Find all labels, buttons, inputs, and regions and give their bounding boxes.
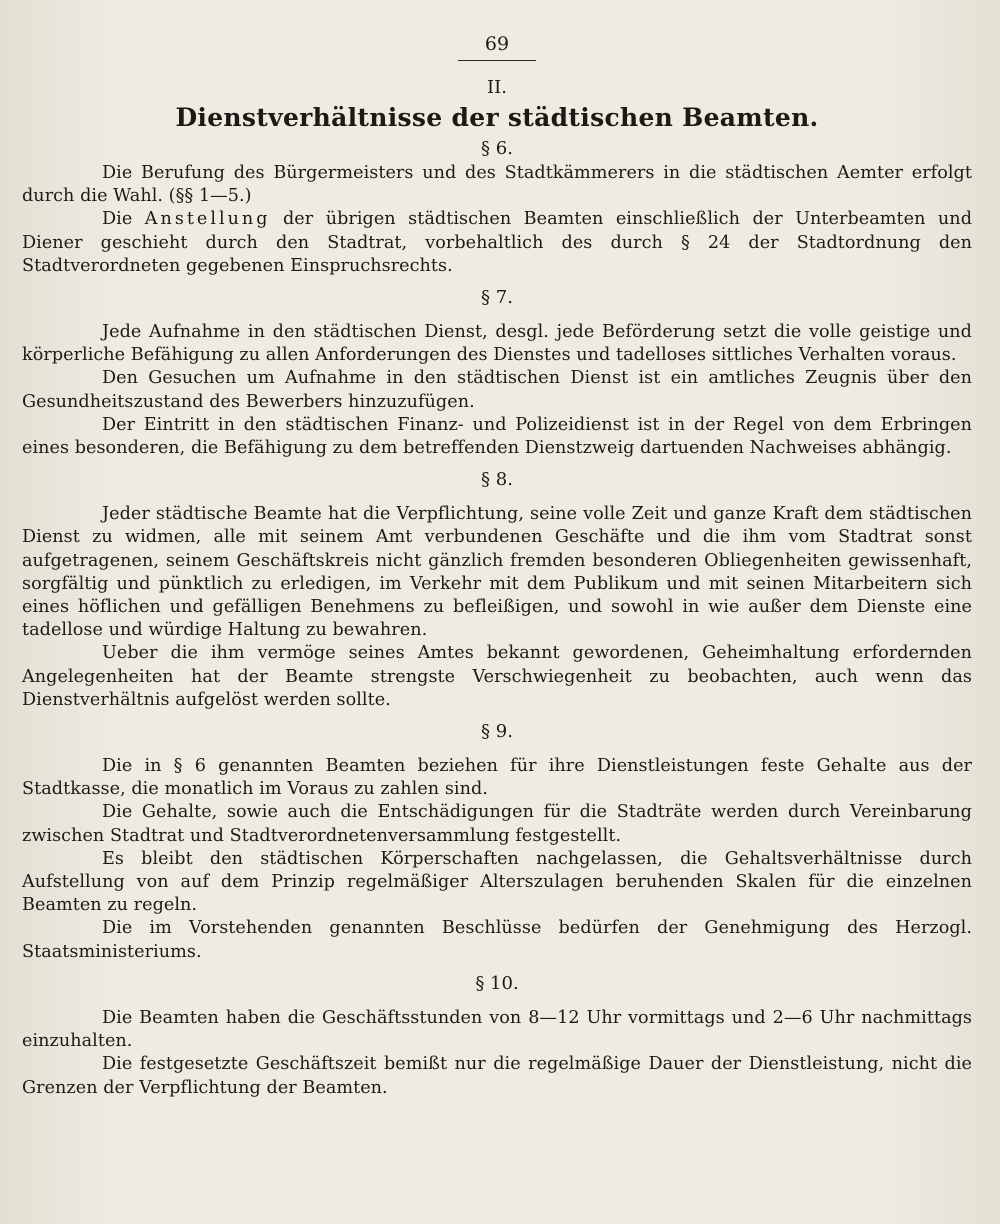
paragraph: Der Eintritt in den städtischen Finanz- und Polizeidienst ist in der Regel von dem Erbringen eines besonderen, die Befähigung zu dem betreffenden Dienstzweig dartuenden Nachweises abhängig. [22, 414, 972, 459]
section-heading: § 8. [481, 469, 513, 491]
chapter-title: Dienstverhältnisse der städtischen Beamten. [175, 103, 819, 132]
paragraph-text: Die [102, 209, 145, 230]
paragraph-text: der übrigen städtischen Beamten einschließlich der Unterbeamten und Diener geschieht durch den Stadtrat, vorbehaltlich des durch § 24 der Stadtordnung den Stadtverordneten gegebenen Einspruchsrechts. [22, 209, 973, 276]
section-7 [22, 286, 972, 460]
section-10 [22, 972, 972, 1100]
paragraph: Die Beamten haben die Geschäftsstunden von 8—12 Uhr vormittags und 2—6 Uhr nachmittags einzuhalten. [22, 1007, 972, 1052]
paragraph: Jeder städtische Beamte hat die Verpflichtung, seine volle Zeit und ganze Kraft dem städtischen Dienst zu widmen, alle mit seinem Amt verbundenen Geschäfte und die ihm vom Stadtrat sonst aufgetragenen, seinem Geschäftskreis nicht gänzlich fremden besonderen Obliegenheiten gewissenhaft, sorgfältig und pünktlich zu erledigen, im Verkehr mit dem Publikum und mit seinen Mitarbeitern sich eines höflichen und gefälligen Benehmens zu befleißigen, und sowohl in wie außer dem Dienste eine tadellose und würdige Haltung zu bewahren. [22, 504, 972, 641]
section-heading: § 7. [481, 287, 513, 309]
paragraph: Die im Vorstehenden genannten Beschlüsse bedürfen der Genehmigung des Herzogl. Staatsministeriums. [22, 918, 972, 962]
section-6 [22, 137, 972, 278]
paragraph: Die in § 6 genannten Beamten beziehen für ihre Dienstleistungen feste Gehalte aus der Stadtkasse, die monatlich im Voraus zu zahlen sind. [22, 756, 972, 800]
section-heading: § 6. [481, 138, 513, 159]
emphasized-term: Anstellung [144, 209, 271, 230]
paragraph [22, 208, 972, 278]
paragraph: Die festgesetzte Geschäftszeit bemißt nur die regelmäßige Dauer der Dienstleistung, nicht die Grenzen der Verpflichtung der Beamten. [22, 1054, 972, 1098]
section-9 [22, 720, 972, 964]
paragraph: Ueber die ihm vermöge seines Amtes bekannt gewordenen, Geheimhaltung erfordernden Angelegenheiten hat der Beamte strengste Verschwiegenheit zu beobachten, auch wenn das Dienstverhältnis aufgelöst werden sollte. [22, 643, 972, 710]
paragraph: Die Berufung des Bürgermeisters und des Stadtkämmerers in die städtischen Aemter erfolgt durch die Wahl. (§§ 1—5.) [22, 163, 972, 207]
section-8 [22, 468, 972, 712]
paragraph: Den Gesuchen um Aufnahme in den städtischen Dienst ist ein amtliches Zeugnis über den Gesundheitszustand des Bewerbers hinzuzufügen. [22, 368, 972, 412]
page-number-rule [458, 60, 536, 61]
paragraph: Jede Aufnahme in den städtischen Dienst, desgl. jede Beförderung setzt die volle geistige und körperliche Befähigung zu allen Anforderungen des Dienstes und tadelloses sittliches Verhalten voraus. [22, 322, 972, 366]
page-number: 69 [484, 33, 510, 55]
section-heading: § 10. [475, 972, 519, 994]
chapter-number: II. [487, 77, 507, 98]
paragraph: Die Gehalte, sowie auch die Entschädigungen für die Stadträte werden durch Vereinbarung zwischen Stadtrat und Stadtverordnetenversammlung festgestellt. [22, 802, 972, 846]
paragraph: Es bleibt den städtischen Körperschaften nachgelassen, die Gehaltsverhältnisse durch Aufstellung von auf dem Prinzip regelmäßiger Alterszulagen beruhenden Skalen für die einzelnen Beamten zu regeln. [22, 848, 972, 916]
section-heading: § 9. [481, 721, 513, 743]
